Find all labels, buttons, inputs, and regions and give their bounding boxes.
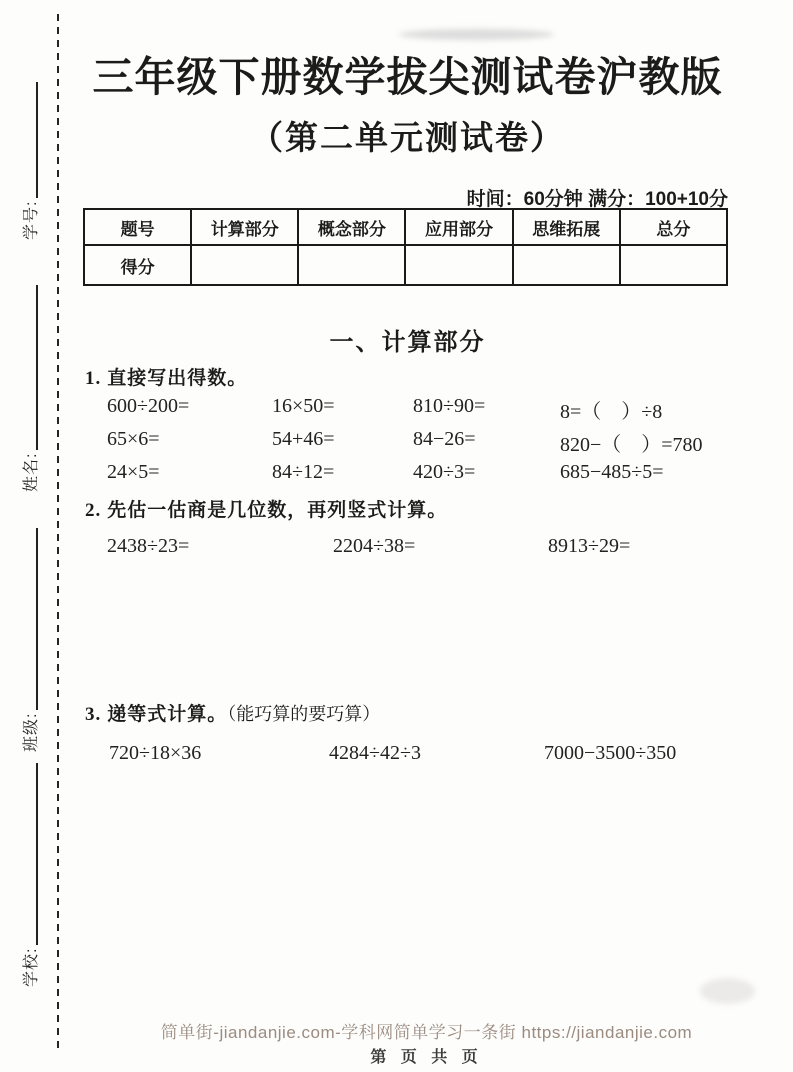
score-header-question: 题号 [84, 209, 191, 245]
expression: 420÷3= [413, 461, 476, 483]
student-number-field [15, 82, 41, 240]
binding-dashed-line [57, 14, 59, 1048]
score-header-concept: 概念部分 [298, 209, 405, 245]
problem-3-note: （能巧算的要巧算） [227, 704, 381, 724]
expression: 4284÷42÷3 [329, 742, 421, 764]
problem-2-row-1 [85, 535, 730, 561]
expression: 8=（ ）÷8 [560, 401, 663, 423]
score-header-calculation: 计算部分 [191, 209, 298, 245]
expression: 685−485÷5= [560, 461, 664, 483]
expression: 820−（ ）=780 [560, 434, 703, 456]
name-field [15, 285, 41, 492]
score-row-label: 得分 [84, 245, 191, 285]
score-cell-total [620, 245, 727, 285]
problem-2-heading [85, 495, 447, 522]
expression: 810÷90= [413, 395, 486, 417]
score-header-application: 应用部分 [405, 209, 512, 245]
name-label: 姓名: [22, 452, 40, 492]
expression: 84−26= [413, 428, 476, 450]
problem-1-text: 直接写出得数。 [107, 368, 248, 389]
score-cell-concept [298, 245, 405, 285]
expression: 2204÷38= [333, 535, 416, 557]
footer-watermark: 简单街-jiandanjie.com-学科网简单学习一条街 https://jiandanjie.com [160, 1023, 693, 1042]
expression: 2438÷23= [107, 535, 190, 557]
footer-page-number: 第 页 共 页 [370, 1049, 483, 1066]
score-table [83, 208, 728, 286]
content-column [85, 0, 730, 1072]
problem-1-row-1 [85, 395, 730, 421]
problem-2-number: 2. [85, 500, 102, 521]
expression: 600÷200= [107, 395, 190, 417]
score-header-thinking: 思维拓展 [513, 209, 620, 245]
problem-3-heading [85, 699, 380, 726]
name-blank-line [36, 285, 38, 450]
score-table-header-row [84, 209, 727, 245]
page-subtitle: （第二单元测试卷） [250, 119, 565, 156]
score-cell-calculation [191, 245, 298, 285]
class-blank-line [36, 528, 38, 710]
expression: 720÷18×36 [109, 742, 202, 764]
score-header-total: 总分 [620, 209, 727, 245]
section-title-calculation: 一、计算部分 [329, 329, 486, 356]
problem-1-row-3 [85, 461, 730, 487]
school-field [15, 763, 41, 987]
time-score-meta: 时间：60分钟 满分：100+10分 [466, 189, 728, 210]
problem-3-row-1 [85, 742, 730, 768]
problem-1-heading [85, 363, 247, 390]
student-number-blank-line [36, 82, 38, 198]
score-cell-thinking [513, 245, 620, 285]
student-number-label: 学号: [22, 200, 40, 240]
school-label: 学校: [22, 947, 40, 987]
class-field [15, 528, 41, 752]
page-title: 三年级下册数学拔尖测试卷沪教版 [92, 54, 723, 100]
problem-3-number: 3. [85, 704, 102, 725]
expression: 8913÷29= [548, 535, 631, 557]
problem-2-text: 先估一估商是几位数，再列竖式计算。 [107, 500, 448, 521]
score-table-score-row [84, 245, 727, 285]
expression: 16×50= [272, 395, 335, 417]
expression: 24×5= [107, 461, 160, 483]
expression: 65×6= [107, 428, 160, 450]
problem-1-row-2 [85, 428, 730, 454]
problem-3-text: 递等式计算。 [107, 704, 228, 725]
score-cell-application [405, 245, 512, 285]
problem-1-number: 1. [85, 368, 102, 389]
expression: 7000−3500÷350 [544, 742, 677, 764]
class-label: 班级: [22, 712, 40, 752]
expression: 84÷12= [272, 461, 335, 483]
expression: 54+46= [272, 428, 335, 450]
school-blank-line [36, 763, 38, 945]
